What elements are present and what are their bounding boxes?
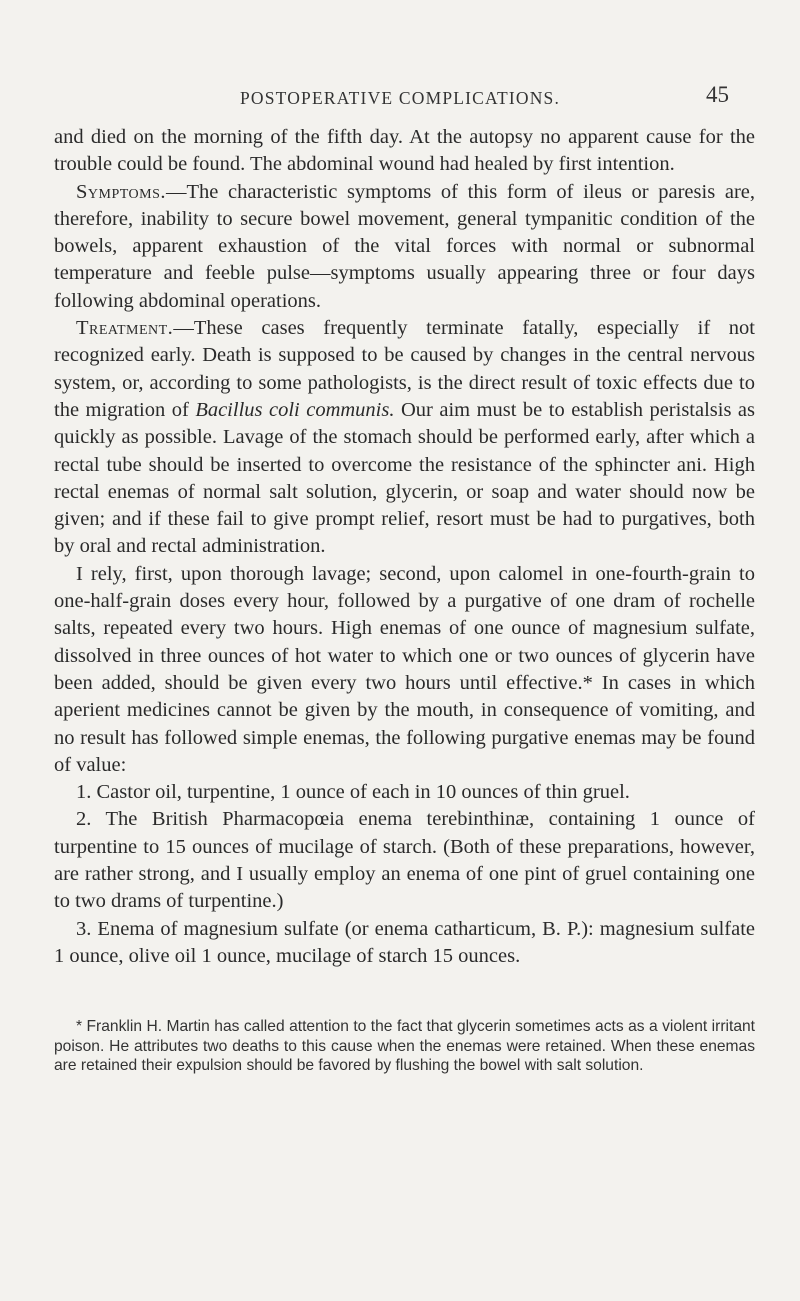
body-text [54, 124, 755, 970]
section-heading-treatment: Treatment. [76, 317, 174, 340]
treatment-text-a: —These cases frequently terminate fatally, especially if not recognized early. Death is supposed to be caused by changes in the central nervous system, or, according to some pathologists, is the direct result of toxic effects due to the migration of [54, 317, 755, 421]
page-number: 45 [706, 82, 729, 107]
list-item: 3. Enema of magnesium sulfate (or enema catharticum, B. P.): magnesium sulfate 1 ounce, olive oil 1 ounce, mucilage of starch 15 ounces. [54, 917, 755, 967]
footnote [54, 1017, 755, 1076]
paragraph-method: I rely, first, upon thorough lavage; second, upon calomel in one-fourth-grain to one-half-grain doses every hour, followed by a purgative of one dram of rochelle salts, repeated every two hours. High enemas of one ounce of magnesium sulfate, dissolved in three ounces of hot water to which one or two ounces of glycerin have been added, should be given every two hours until effective.* In cases in which aperient medicines cannot be given by the mouth, in consequence of vomiting, and no result has followed simple enemas, the following purgative enemas may be found of value: [54, 562, 755, 776]
list-item: 2. The British Pharmacopœia enema terebinthinæ, containing 1 ounce of turpentine to 15 ounces of mucilage of starch. (Both of these preparations, however, are rather strong, and I usually employ an enema of one pint of gruel containing one to two drams of turpentine.) [54, 808, 755, 913]
symptoms-text: —The characteristic symptoms of this form of ileus or paresis are, therefore, inability to secure bowel movement, general tympanitic condition of the bowels, apparent exhaustion of the vital forces with normal or subnormal temperature and feeble pulse—symptoms usually appearing three or four days following abdominal operations. [54, 180, 755, 312]
page-header [0, 82, 800, 112]
section-heading-symptoms: Symptoms. [76, 180, 167, 203]
running-head: POSTOPERATIVE COMPLICATIONS. [239, 88, 561, 108]
list-item: 1. Castor oil, turpentine, 1 ounce of each in 10 ounces of thin gruel. [76, 781, 630, 804]
paragraph-symptoms [54, 179, 755, 315]
footnote-text: * Franklin H. Martin has called attention to the fact that glycerin sometimes acts as a violent irritant poison. He attributes two deaths to this cause when the enemas were retained. When these enemas are retained their expulsion should be favored by flushing the bowel with salt solution. [54, 1018, 755, 1075]
bacillus-name: Bacillus coli communis. [195, 398, 395, 421]
treatment-text-b: Our aim must be to establish peristalsis as quickly as possible. Lavage of the stomach should be performed early, after which a rectal tube should be inserted to overcome the resistance of the sphincter ani. High rectal enemas of normal salt solution, glycerin, or soap and water should now be given; and if these fail to give prompt relief, resort must be had to purgatives, both by oral and rectal administration. [54, 398, 755, 558]
paragraph-continued: and died on the morning of the fifth day. At the autopsy no apparent cause for the trouble could be found. The abdominal wound had healed by first intention. [54, 126, 755, 176]
paragraph-treatment [54, 315, 755, 561]
